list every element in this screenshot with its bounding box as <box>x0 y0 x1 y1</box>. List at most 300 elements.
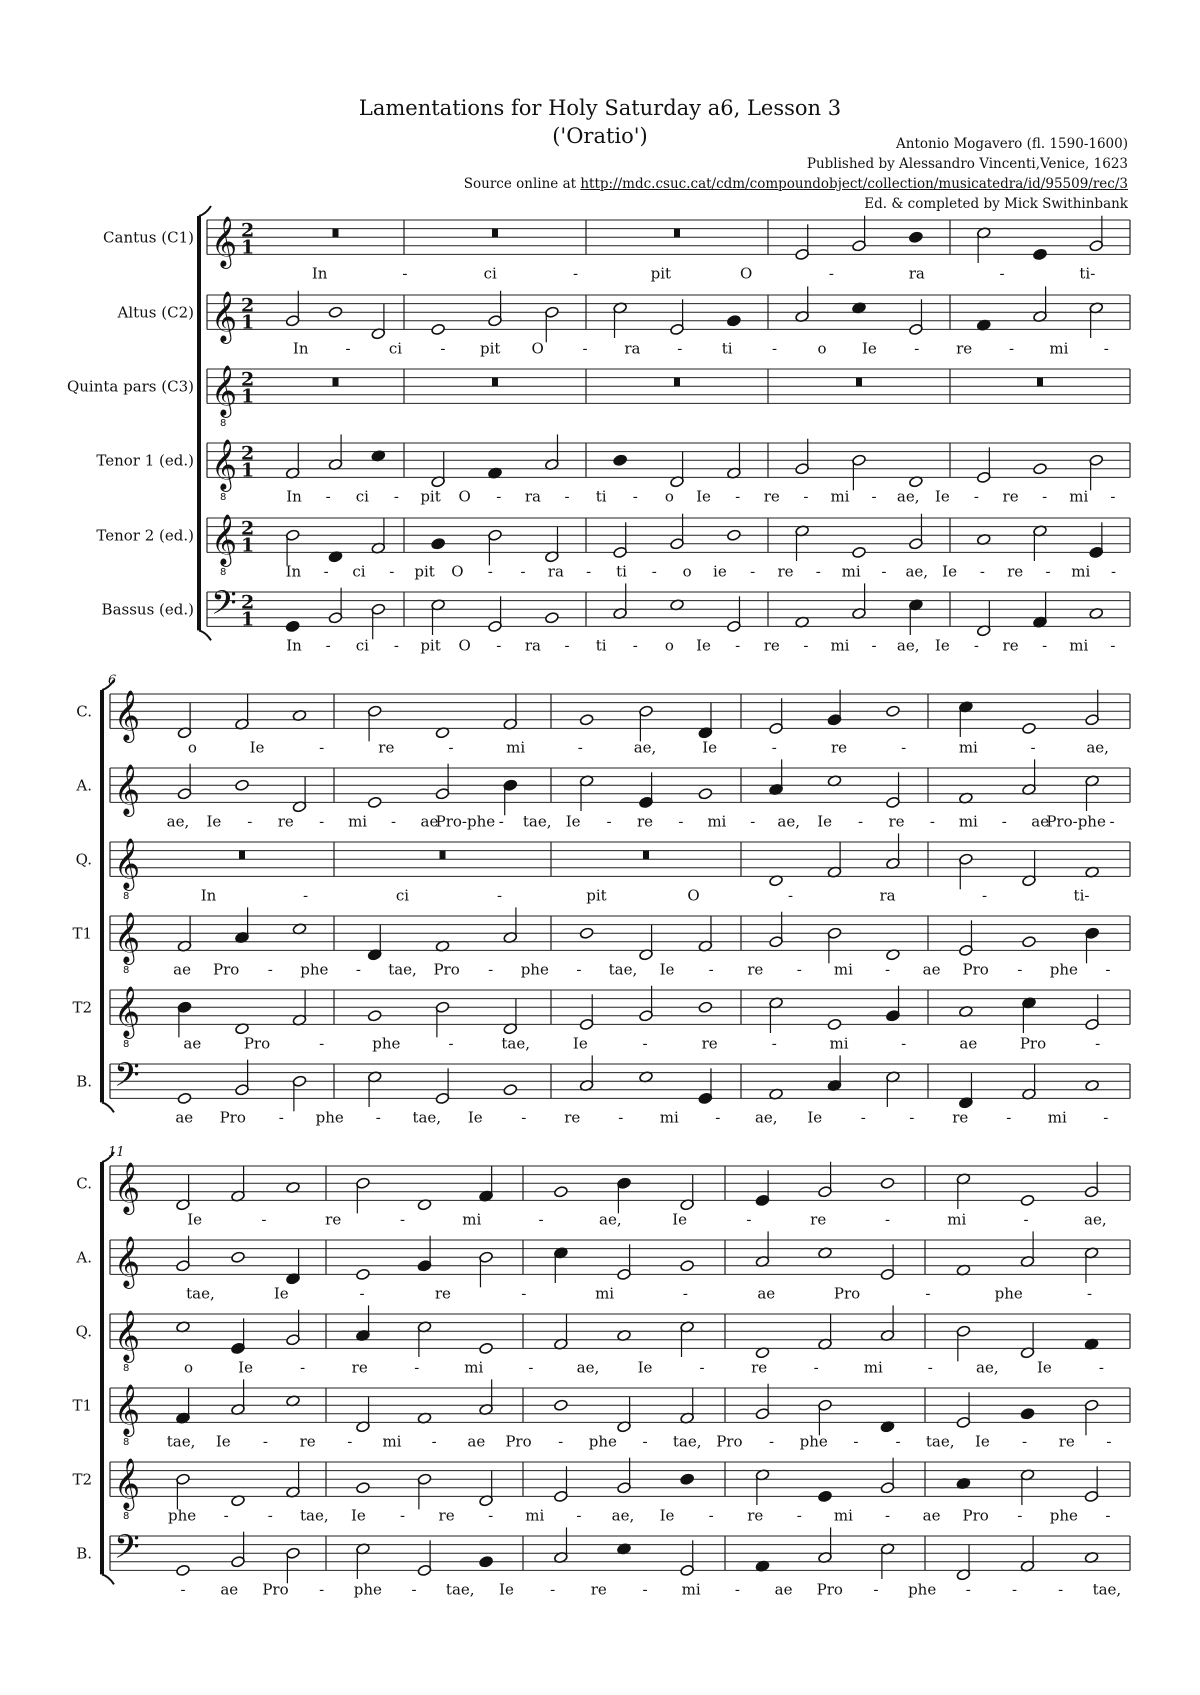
lyric-syllable: - <box>746 1210 752 1229</box>
lyric-syllable: phe <box>1049 1506 1078 1525</box>
voice-label: T2 <box>72 998 92 1017</box>
breve-rest <box>643 851 649 860</box>
notehead <box>698 788 713 800</box>
lyric-syllable: ie <box>713 562 727 581</box>
lyric-syllable: - <box>576 1506 582 1525</box>
lyric-syllable: re <box>747 960 764 979</box>
notehead <box>852 546 867 558</box>
lyric-syllable: ra <box>908 264 925 283</box>
lyric-syllable: - <box>440 339 446 358</box>
lyric-syllable: re <box>277 812 294 831</box>
lyric-syllable: Ie <box>351 1506 366 1525</box>
lyric-syllable: ae <box>173 960 191 979</box>
lyric-syllable: Pro <box>962 1506 989 1525</box>
lyric-syllable: - <box>399 1506 406 1525</box>
lyric-syllable: Pro <box>433 960 460 979</box>
measure-number: 6 <box>108 673 117 688</box>
lyric-syllable: - <box>1103 339 1109 358</box>
notehead <box>579 927 594 939</box>
lyric-syllable: - <box>803 636 809 655</box>
treble-clef-icon: 𝄞 <box>114 1310 141 1362</box>
lyric-syllable: - <box>389 562 395 581</box>
lyric-syllable: re <box>564 1108 581 1127</box>
notehead <box>431 538 446 550</box>
lyric-syllable: - <box>884 1210 891 1229</box>
notehead <box>727 315 742 327</box>
notehead <box>886 705 901 717</box>
breve-rest <box>333 378 339 387</box>
lyric-syllable: - <box>735 487 741 506</box>
bracket-bottom-hook <box>102 1574 114 1584</box>
time-signature-bottom: 1 <box>241 534 255 557</box>
lyric-syllable: - <box>873 1580 879 1599</box>
lyric-syllable: - <box>871 487 877 506</box>
notehead <box>367 796 382 808</box>
lyric-syllable: pit <box>414 562 435 581</box>
octave-eight-mark: 8 <box>220 417 227 429</box>
lyric-syllable: Ie <box>659 1506 675 1525</box>
lyric-syllable: pit <box>480 339 501 358</box>
lyric-syllable: mi <box>506 738 526 757</box>
lyric-syllable: - <box>267 960 273 979</box>
lyric-syllable: - <box>973 487 979 506</box>
lyric-syllable: - <box>582 339 588 358</box>
voice-label: A. <box>76 776 92 795</box>
lyric-syllable: - <box>498 812 504 831</box>
bracket-top-hook <box>199 206 211 216</box>
notehead <box>1033 463 1048 475</box>
lyric-syllable: re <box>1058 1432 1075 1451</box>
lyric-syllable: - <box>520 562 526 581</box>
breve-rest <box>492 229 498 238</box>
notehead <box>431 323 446 335</box>
lyric-syllable: Pro <box>962 960 989 979</box>
lyric-syllable: - <box>496 636 502 655</box>
treble-clef-icon: 𝄞 <box>211 514 238 566</box>
lyric-syllable: Ie <box>659 960 675 979</box>
notehead <box>909 231 924 243</box>
lyric-syllable: - <box>359 1284 365 1303</box>
lyric-syllable: mi <box>1047 1108 1067 1127</box>
lyric-syllable: tae, <box>388 960 417 979</box>
time-signature-top: 2 <box>241 517 255 540</box>
lyric-syllable: mi <box>464 1358 484 1377</box>
treble-clef-icon: 𝄞 <box>114 986 141 1038</box>
lyric-syllable: - <box>715 1108 721 1127</box>
lyric-syllable: - <box>487 562 493 581</box>
bass-clef-icon: 𝄢 <box>211 584 237 631</box>
lyric-syllable: - <box>319 738 325 757</box>
lyric-syllable: - <box>1087 1284 1093 1303</box>
lyric-syllable: - <box>973 636 979 655</box>
lyric-syllable: - <box>925 1284 931 1303</box>
time-signature-bottom: 1 <box>241 459 255 482</box>
piece-title: Lamentations for Holy Saturday a6, Lesson 3 <box>358 96 842 120</box>
lyric-syllable: re <box>701 1034 718 1053</box>
lyric-syllable: re <box>777 562 794 581</box>
octave-eight-mark: 8 <box>123 1510 130 1522</box>
lyric-syllable: ae <box>183 1034 202 1053</box>
lyric-syllable: - <box>496 886 503 905</box>
lyric-syllable: - <box>586 562 592 581</box>
lyric-syllable: - <box>699 1358 705 1377</box>
lyric-syllable: - <box>1098 1358 1105 1377</box>
lyric-syllable: ae, <box>777 812 801 831</box>
voice-label: Bassus (ed.) <box>101 600 194 619</box>
lyric-syllable: mi <box>348 812 368 831</box>
lyric-syllable: In <box>292 339 309 358</box>
lyric-syllable: ra <box>524 636 541 655</box>
lyric-syllable: ae <box>922 960 941 979</box>
lyric-syllable: Ie <box>499 1580 514 1599</box>
lyric-syllable: - <box>858 812 864 831</box>
lyric-syllable: - <box>981 886 988 905</box>
lyric-syllable: O <box>687 886 700 905</box>
source-prefix: Source online at <box>463 176 581 192</box>
notehead <box>1020 1408 1035 1420</box>
notehead <box>579 714 594 726</box>
lyric-syllable: ti <box>616 562 627 581</box>
lyric-syllable: Ie <box>817 812 833 831</box>
lyric-syllable: Pro <box>716 1432 743 1451</box>
lyric-syllable: Ie <box>974 1432 990 1451</box>
notehead <box>231 1251 246 1263</box>
lyric-syllable: ti <box>595 487 607 506</box>
notehead <box>328 306 343 318</box>
lyric-syllable: - <box>813 1358 819 1377</box>
lyric-syllable: ci <box>388 339 403 358</box>
notehead <box>1022 936 1037 948</box>
lyric-syllable: - <box>828 264 834 283</box>
lyric-syllable: re <box>434 1284 451 1303</box>
lyric-syllable: Ie <box>861 339 877 358</box>
lyric-syllable: mi <box>1069 636 1089 655</box>
time-signature-bottom: 1 <box>241 608 255 631</box>
notehead <box>1033 248 1048 260</box>
treble-clef-icon: 𝄞 <box>211 439 238 491</box>
notehead <box>1022 722 1037 734</box>
lyric-syllable: Pro <box>219 1108 246 1127</box>
notehead <box>503 1084 518 1096</box>
lyric-syllable: - <box>393 636 399 655</box>
octave-eight-mark: 8 <box>123 1436 130 1448</box>
lyric-syllable: o <box>187 738 197 757</box>
lyric-syllable: - <box>564 487 570 506</box>
lyric-syllable: re <box>952 1108 969 1127</box>
lyric-syllable: - <box>1111 562 1117 581</box>
lyric-syllable: - <box>642 1034 648 1053</box>
voice-label: Q. <box>75 850 92 869</box>
notehead <box>554 1399 569 1411</box>
time-signature-bottom: 1 <box>241 236 255 259</box>
lyric-syllable: - <box>576 960 582 979</box>
lyric-syllable: Ie <box>696 487 711 506</box>
notehead <box>727 529 742 541</box>
lyric-syllable: mi <box>947 1210 967 1229</box>
lyric-syllable: - <box>871 636 877 655</box>
lyric-syllable: - <box>606 812 612 831</box>
lyric-syllable: - <box>750 562 756 581</box>
lyric-syllable: - <box>1011 1580 1018 1599</box>
lyric-syllable: o <box>184 1358 194 1377</box>
treble-clef-icon: 𝄞 <box>114 838 141 890</box>
lyric-syllable: - <box>223 1506 229 1525</box>
lyric-syllable: ti <box>595 636 607 655</box>
lyric-syllable: - <box>302 886 309 905</box>
bracket-bottom-hook <box>199 630 211 640</box>
lyric-syllable: Pro <box>833 1284 861 1303</box>
lyric-syllable: - <box>901 738 907 757</box>
lyric-syllable: - <box>1022 1432 1028 1451</box>
notehead <box>680 1260 695 1272</box>
breve-rest <box>440 851 446 860</box>
lyric-syllable: - <box>772 339 778 358</box>
lyric-syllable: tae, <box>1092 1580 1122 1599</box>
lyric-syllable: re <box>1002 487 1019 506</box>
lyric-syllable: - <box>909 1108 915 1127</box>
lyric-syllable: ti <box>721 339 733 358</box>
time-signature-top: 2 <box>241 591 255 614</box>
lyric-syllable: tae, <box>166 1432 196 1451</box>
lyric-syllable: - <box>853 1432 859 1451</box>
lyric-syllable: - <box>558 1432 564 1451</box>
lyric-syllable: - <box>884 1506 891 1525</box>
lyric-syllable: ae, <box>611 1506 635 1525</box>
lyric-syllable: tae, <box>522 812 552 831</box>
lyric-syllable: ae, <box>599 1210 622 1229</box>
lyric-syllable: - <box>999 264 1005 283</box>
lyric-syllable: O <box>531 339 544 358</box>
lyric-syllable: mi <box>595 1284 615 1303</box>
lyric-syllable: - <box>1030 738 1036 757</box>
lyric-syllable: - <box>1008 339 1015 358</box>
treble-clef-icon: 𝄞 <box>211 365 238 417</box>
lyric-syllable: - <box>1105 1506 1111 1525</box>
lyric-syllable: In <box>286 487 302 506</box>
lyric-syllable: - <box>496 487 502 506</box>
lyric-syllable: phe <box>1049 960 1078 979</box>
notehead <box>285 620 300 632</box>
lyric-syllable: - <box>1042 487 1048 506</box>
lyric-syllable: - <box>262 1432 268 1451</box>
lyric-syllable: mi <box>1049 339 1069 358</box>
lyric-syllable: - <box>319 1034 325 1053</box>
treble-clef-icon: 𝄞 <box>114 1162 141 1214</box>
voice-label: B. <box>76 1072 92 1091</box>
lyric-syllable: - <box>564 636 570 655</box>
lyric-syllable: - <box>393 487 399 506</box>
lyric-syllable: ti- <box>1079 264 1096 283</box>
octave-eight-mark: 8 <box>123 1038 130 1050</box>
lyric-syllable: mi <box>525 1506 545 1525</box>
lyric-syllable: mi <box>841 562 861 581</box>
lyric-syllable: mi <box>462 1210 482 1229</box>
treble-clef-icon: 𝄞 <box>114 764 141 816</box>
lyric-syllable: Ie <box>572 1034 588 1053</box>
lyric-syllable: ci <box>352 562 366 581</box>
voice-label: C. <box>76 702 92 721</box>
lyric-syllable: Ie <box>934 487 950 506</box>
lyric-syllable: Pro <box>243 1034 271 1053</box>
lyric-syllable: re <box>763 487 780 506</box>
lyric-syllable: mi <box>958 738 978 757</box>
lyric-syllable: - <box>180 1580 186 1599</box>
lyric-syllable: - <box>247 812 253 831</box>
notehead <box>818 1490 833 1502</box>
lyric-syllable: ae, <box>896 487 920 506</box>
lyric-syllable: Ie <box>206 812 222 831</box>
lyric-syllable: - <box>642 1432 648 1451</box>
lyric-syllable: phe <box>799 1432 828 1451</box>
lyric-syllable: - <box>1001 812 1007 831</box>
lyric-syllable: - <box>708 1506 714 1525</box>
lyric-syllable: ae, <box>896 636 920 655</box>
lyric-syllable: re <box>830 738 848 757</box>
lyric-syllable: re <box>956 339 973 358</box>
lyric-syllable: tae, <box>445 1580 475 1599</box>
lyric-syllable: ae <box>774 1580 793 1599</box>
lyric-syllable: - <box>965 1580 971 1599</box>
notehead <box>554 1186 569 1198</box>
lyric-syllable: Pro <box>262 1580 289 1599</box>
lyric-syllable: - <box>414 1358 420 1377</box>
lyric-syllable: - <box>278 1108 284 1127</box>
lyric-syllable: ae <box>922 1506 941 1525</box>
lyric-syllable: - <box>325 636 331 655</box>
lyric-syllable: - <box>750 812 756 831</box>
lyric-syllable: pit <box>586 886 607 905</box>
lyric-syllable: - <box>448 738 454 757</box>
lyric-syllable: tae, <box>608 960 638 979</box>
lyric-syllable: re <box>590 1580 607 1599</box>
notehead <box>680 1473 695 1485</box>
lyric-syllable: re <box>636 812 654 831</box>
lyric-syllable: ti- <box>1073 886 1090 905</box>
notehead <box>367 1010 382 1022</box>
lyric-syllable: - <box>678 812 684 831</box>
notehead <box>356 1268 371 1280</box>
lyric-syllable: - <box>901 1034 907 1053</box>
lyric-syllable: Pro-phe <box>1046 812 1106 831</box>
lyric-syllable: re <box>438 1506 455 1525</box>
lyric-syllable: - <box>538 1210 544 1229</box>
notehead <box>177 1092 192 1104</box>
lyric-syllable: - <box>979 562 985 581</box>
lyric-syllable: - <box>884 960 891 979</box>
lyric-syllable: ra <box>524 487 541 506</box>
lyric-syllable: ae, <box>633 738 657 757</box>
lyric-syllable: Ie <box>273 1284 289 1303</box>
lyric-syllable: - <box>319 1580 325 1599</box>
lyric-syllable: - <box>735 636 741 655</box>
breve-rest <box>492 378 498 387</box>
lyric-syllable: phe <box>315 1108 344 1127</box>
notehead <box>479 1556 494 1568</box>
voice-label: T2 <box>72 1470 92 1489</box>
lyric-syllable: In <box>285 562 302 581</box>
lyric-syllable: tae, <box>412 1108 442 1127</box>
notehead <box>176 1564 191 1576</box>
publisher-credit: Published by Alessandro Vincenti,Venice, 1623 <box>806 156 1128 172</box>
lyric-syllable: Pro <box>1019 1034 1047 1053</box>
lyric-syllable: re <box>299 1432 316 1451</box>
lyric-syllable: - <box>521 1284 527 1303</box>
source-link[interactable]: http://mdc.csuc.cat/cdm/compoundobject/collection/musicatedra/id/95509/rec/3 <box>580 176 1128 192</box>
voice-label: Altus (C2) <box>117 303 194 322</box>
lyric-syllable: - <box>618 1108 624 1127</box>
lyric-syllable: ae <box>1031 812 1050 831</box>
treble-clef-icon: 𝄞 <box>114 912 141 964</box>
lyric-syllable: - <box>488 1506 494 1525</box>
lyric-syllable: - <box>1105 960 1111 979</box>
lyric-syllable: phe <box>520 960 549 979</box>
lyric-syllable: - <box>1103 1108 1109 1127</box>
voice-label: A. <box>76 1248 92 1267</box>
lyric-syllable: - <box>431 1432 437 1451</box>
lyric-syllable: re <box>378 738 395 757</box>
lyric-syllable: Ie <box>215 1432 231 1451</box>
lyric-syllable: Pro-phe <box>435 812 496 831</box>
lyric-syllable: ae <box>959 1034 978 1053</box>
lyric-syllable: tae, <box>300 1506 329 1525</box>
lyric-syllable: ae, <box>754 1108 778 1127</box>
lyric-syllable: - <box>677 339 683 358</box>
lyric-syllable: phe <box>353 1580 382 1599</box>
lyric-syllable: phe <box>994 1284 1023 1303</box>
lyric-syllable: - <box>632 636 638 655</box>
lyric-syllable: - <box>402 264 408 283</box>
notehead <box>545 612 560 624</box>
voice-label: T1 <box>72 1396 92 1415</box>
lyric-syllable: In <box>311 264 328 283</box>
lyric-syllable: o <box>682 562 692 581</box>
lyric-syllable: - <box>300 1358 306 1377</box>
lyric-syllable: mi <box>830 636 850 655</box>
lyric-syllable: - <box>771 738 777 757</box>
lyric-syllable: o <box>664 636 674 655</box>
lyric-syllable: re <box>751 1358 768 1377</box>
lyric-syllable: - <box>881 562 887 581</box>
lyric-syllable: - <box>734 1580 740 1599</box>
lyric-syllable: mi <box>681 1580 701 1599</box>
treble-clef-icon: 𝄞 <box>114 1236 141 1288</box>
time-signature-top: 2 <box>241 368 255 391</box>
lyric-syllable: - <box>895 1432 901 1451</box>
breve-rest <box>1037 378 1043 387</box>
lyric-syllable: mi <box>829 1034 849 1053</box>
lyric-syllable: - <box>411 1580 417 1599</box>
treble-clef-icon: 𝄞 <box>114 690 141 742</box>
lyric-syllable: - <box>1042 636 1048 655</box>
lyric-syllable: - <box>573 264 579 283</box>
lyric-syllable: pit <box>420 636 441 655</box>
treble-clef-icon: 𝄞 <box>114 1384 141 1436</box>
lyric-syllable: - <box>642 1580 648 1599</box>
lyric-syllable: - <box>1110 636 1116 655</box>
lyric-syllable: re <box>325 1210 342 1229</box>
lyric-syllable: - <box>815 562 821 581</box>
lyric-syllable: In <box>286 636 302 655</box>
lyric-syllable: phe <box>167 1506 197 1525</box>
lyric-syllable: Ie <box>249 738 265 757</box>
lyric-syllable: ae <box>420 812 439 831</box>
notehead <box>235 779 250 791</box>
lyric-syllable: - <box>796 960 802 979</box>
bass-clef-icon: 𝄢 <box>114 1056 140 1103</box>
lyric-syllable: pit <box>650 264 672 283</box>
lyric-syllable: mi <box>833 960 853 979</box>
lyric-syllable: mi <box>659 1108 679 1127</box>
